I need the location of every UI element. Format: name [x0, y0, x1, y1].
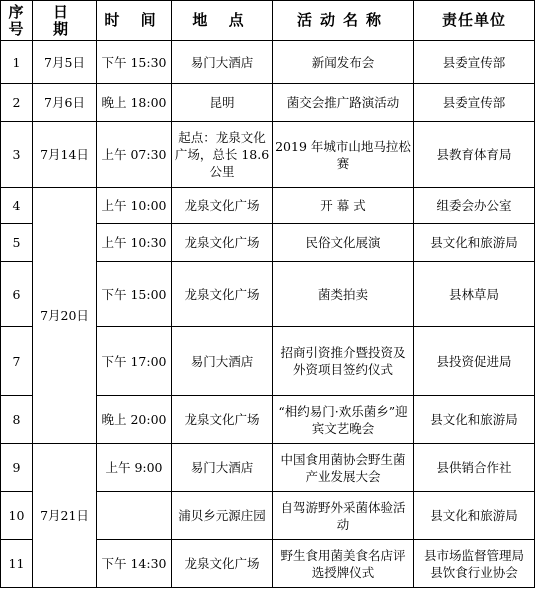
unit-cell: 组委会办公室 [414, 188, 535, 224]
date-cell-jul21: 7月21日 [33, 444, 97, 588]
time-cell: 上午 9:00 [97, 444, 172, 492]
unit-cell: 县教育体育局 [414, 122, 535, 188]
header-date: 日 期 [33, 1, 97, 41]
place-cell: 易门大酒店 [172, 41, 273, 84]
seq-cell: 5 [1, 224, 33, 262]
header-time: 时 间 [97, 1, 172, 41]
time-cell [97, 492, 172, 540]
header-row [1, 1, 535, 41]
seq-cell: 4 [1, 188, 33, 224]
unit-cell: 县文化和旅游局 [414, 492, 535, 540]
place-cell: 浦贝乡元源庄园 [172, 492, 273, 540]
activity-cell: “相约易门·欢乐菌乡”迎宾文艺晚会 [273, 396, 414, 444]
time-cell: 上午 07:30 [97, 122, 172, 188]
seq-cell: 7 [1, 327, 33, 396]
place-cell: 昆明 [172, 84, 273, 122]
place-cell: 龙泉文化广场 [172, 188, 273, 224]
activity-cell: 中国食用菌协会野生菌产业发展大会 [273, 444, 414, 492]
time-cell: 上午 10:00 [97, 188, 172, 224]
date-cell: 7月6日 [33, 84, 97, 122]
place-cell: 起点：龙泉文化广场，总长 18.6 公里 [172, 122, 273, 188]
time-cell: 晚上 18:00 [97, 84, 172, 122]
table-row [1, 41, 535, 84]
table-row [1, 84, 535, 122]
activity-cell: 招商引资推介暨投资及外资项目签约仪式 [273, 327, 414, 396]
seq-cell: 9 [1, 444, 33, 492]
unit-cell: 县委宣传部 [414, 84, 535, 122]
header-activity: 活动名称 [273, 1, 414, 41]
header-place: 地 点 [172, 1, 273, 41]
seq-cell: 1 [1, 41, 33, 84]
time-cell: 下午 14:30 [97, 540, 172, 588]
seq-cell: 3 [1, 122, 33, 188]
unit-cell: 县供销合作社 [414, 444, 535, 492]
time-cell: 下午 15:00 [97, 262, 172, 327]
activity-cell: 菌交会推广路演活动 [273, 84, 414, 122]
date-cell-jul20: 7月20日 [33, 188, 97, 444]
time-cell: 晚上 20:00 [97, 396, 172, 444]
activity-cell: 2019 年城市山地马拉松赛 [273, 122, 414, 188]
unit-cell: 县投资促进局 [414, 327, 535, 396]
activity-cell: 自驾游野外采菌体验活动 [273, 492, 414, 540]
unit-cell: 县林草局 [414, 262, 535, 327]
unit-cell: 县文化和旅游局 [414, 396, 535, 444]
time-cell: 下午 17:00 [97, 327, 172, 396]
activity-cell: 菌类拍卖 [273, 262, 414, 327]
place-cell: 龙泉文化广场 [172, 396, 273, 444]
date-cell: 7月14日 [33, 122, 97, 188]
activity-cell: 开 幕 式 [273, 188, 414, 224]
place-cell: 易门大酒店 [172, 327, 273, 396]
table-row [1, 444, 535, 492]
activity-cell: 新闻发布会 [273, 41, 414, 84]
header-seq: 序号 [1, 1, 33, 41]
time-cell: 下午 15:30 [97, 41, 172, 84]
place-cell: 龙泉文化广场 [172, 540, 273, 588]
place-cell: 龙泉文化广场 [172, 262, 273, 327]
seq-cell: 8 [1, 396, 33, 444]
activity-cell: 民俗文化展演 [273, 224, 414, 262]
table-row [1, 122, 535, 188]
unit-cell: 县委宣传部 [414, 41, 535, 84]
place-cell: 易门大酒店 [172, 444, 273, 492]
seq-cell: 11 [1, 540, 33, 588]
time-cell: 上午 10:30 [97, 224, 172, 262]
unit-cell: 县市场监督管理局 县饮食行业协会 [414, 540, 535, 588]
header-unit: 责任单位 [414, 1, 535, 41]
table-row [1, 188, 535, 224]
seq-cell: 6 [1, 262, 33, 327]
place-cell: 龙泉文化广场 [172, 224, 273, 262]
date-cell: 7月5日 [33, 41, 97, 84]
seq-cell: 2 [1, 84, 33, 122]
activity-cell: 野生食用菌美食名店评选授牌仪式 [273, 540, 414, 588]
unit-cell: 县文化和旅游局 [414, 224, 535, 262]
seq-cell: 10 [1, 492, 33, 540]
